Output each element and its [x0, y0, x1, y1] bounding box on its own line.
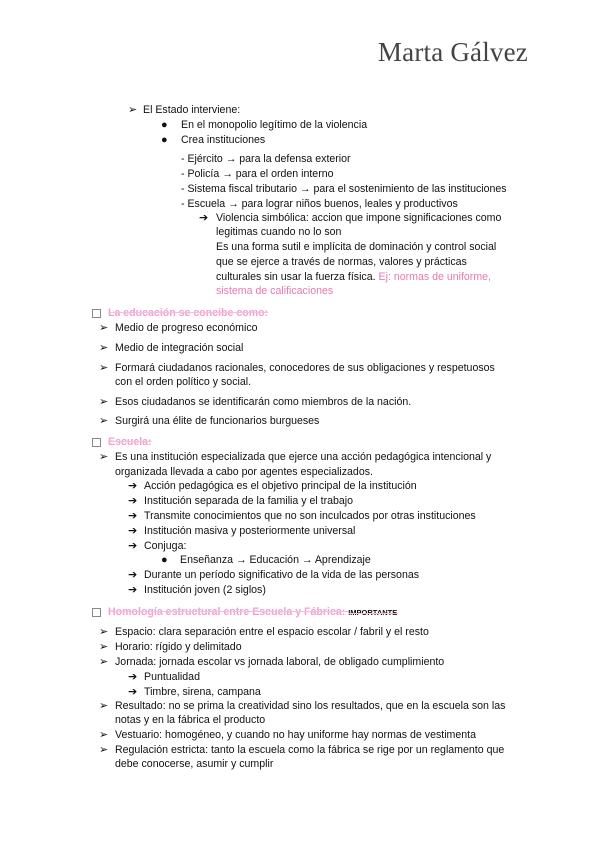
violencia-line-last — [216, 270, 491, 284]
arrowhead-bullet-icon: ➢ — [99, 342, 109, 354]
checkbox-icon[interactable] — [92, 608, 101, 617]
sub-item: Conjuga: — [144, 540, 187, 552]
section-title: La educación se concibe como: — [108, 307, 269, 319]
list-item: Resultado: no se prima la creatividad sino los resultados, que en la escuela son las — [115, 700, 506, 712]
arrowhead-bullet-icon: ➢ — [99, 700, 109, 712]
list-item: Jornada: jornada escolar vs jornada laboral, de obligado cumplimiento — [115, 656, 445, 668]
arrowhead-bullet-icon: ➢ — [99, 451, 109, 463]
arrowhead-bullet-icon: ➢ — [99, 626, 109, 638]
list-item: Es una institución especializada que ejerce una acción pedagógica intencional y — [115, 451, 492, 463]
list-item: Formará ciudadanos racionales, conocedores de sus obligaciones y respetuosos — [115, 362, 495, 374]
arrow-right-icon: ➔ — [128, 525, 138, 537]
important-tag: IMPORTANTE — [348, 608, 398, 617]
sub-item: Institución masiva y posteriormente universal — [144, 525, 356, 537]
list-item: Horario: rígido y delimitado — [115, 641, 242, 653]
sub-item: Puntualidad — [144, 671, 200, 683]
conjuga-item: Enseñanza → Educación → Aprendizaje — [180, 554, 371, 566]
arrow-right-icon: ➔ — [128, 686, 138, 698]
list-item: organizada llevada a cabo por agentes especializados. — [115, 466, 373, 478]
arrow-right-icon: ➔ — [128, 671, 138, 683]
arrow-right-icon: ➔ — [128, 495, 138, 507]
list-item: Medio de progreso económico — [115, 322, 258, 334]
sub-item: Acción pedagógica es el objetivo principal de la institución — [144, 480, 417, 492]
list-item: notas y en la fábrica el producto — [115, 714, 266, 726]
arrow-right-icon: ➔ — [128, 584, 138, 596]
sub-item: Institución separada de la familia y el trabajo — [144, 495, 354, 507]
dash-item: - Sistema fiscal tributario → para el sostenimiento de las instituciones — [181, 183, 507, 195]
arrowhead-bullet-icon: ➢ — [99, 415, 109, 427]
section-title: Escuela: — [108, 436, 152, 448]
violencia-text: culturales sin usar la fuerza física. — [216, 271, 376, 283]
arrowhead-bullet-icon: ➢ — [99, 641, 109, 653]
violencia-line: que se ejerce a través de normas, valores y prácticas — [216, 256, 467, 268]
violencia-line: legitimas cuando no lo son — [216, 226, 342, 238]
arrowhead-bullet-icon: ➢ — [99, 744, 109, 756]
section-title — [108, 605, 397, 620]
violencia-line: Violencia simbólica: accion que impone significaciones como — [216, 212, 502, 224]
arrow-right-icon: ➔ — [128, 480, 138, 492]
violencia-line: Es una forma sutil e implícita de dominación y control social — [216, 241, 497, 253]
dot-bullet-icon: ● — [161, 119, 168, 131]
checkbox-icon[interactable] — [92, 438, 101, 447]
arrowhead-bullet-icon: ➢ — [99, 729, 109, 741]
dash-item: - Policía → para el orden interno — [181, 168, 334, 180]
arrow-right-icon: ➔ — [128, 540, 138, 552]
list-item: Regulación estricta: tanto la escuela como la fábrica se rige por un reglamento que — [115, 744, 505, 756]
arrowhead-bullet-icon: ➢ — [99, 396, 109, 408]
dot-bullet-icon: ● — [161, 554, 168, 566]
list-item: Espacio: clara separación entre el espacio escolar / fabril y el resto — [115, 626, 429, 638]
bullet-item: Crea instituciones — [181, 134, 266, 146]
sub-item: Institución joven (2 siglos) — [144, 584, 266, 596]
list-item: Vestuario: homogéneo, y cuando no hay uniforme hay normas de vestimenta — [115, 729, 476, 741]
example-text: Ej: normas de uniforme, — [378, 271, 491, 283]
list-item: Medio de integración social — [115, 342, 244, 354]
arrowhead-bullet-icon: ➢ — [99, 362, 109, 374]
estado-line: El Estado interviene: — [143, 104, 241, 116]
list-item: con el orden político y social. — [115, 376, 252, 388]
arrowhead-bullet-icon: ➢ — [128, 104, 138, 116]
arrowhead-bullet-icon: ➢ — [99, 656, 109, 668]
dot-bullet-icon: ● — [161, 134, 168, 146]
sub-item: Transmite conocimientos que no son inculcados por otras instituciones — [144, 510, 476, 522]
section-title-text: Homología estructural entre Escuela y Fábrica: — [108, 606, 346, 618]
sub-item: Durante un período significativo de la vida de las personas — [144, 569, 420, 581]
arrow-right-icon: ➔ — [128, 569, 138, 581]
arrowhead-bullet-icon: ➢ — [99, 322, 109, 334]
sub-item: Timbre, sirena, campana — [144, 686, 261, 698]
arrow-right-icon: ➔ — [128, 510, 138, 522]
list-item: Esos ciudadanos se identificarán como miembros de la nación. — [115, 396, 412, 408]
dash-item: - Escuela → para lograr niños buenos, leales y productivos — [181, 198, 458, 210]
checkbox-icon[interactable] — [92, 309, 101, 318]
list-item: Surgirá una élite de funcionarios burgueses — [115, 415, 320, 427]
author-name: Marta Gálvez — [377, 37, 528, 67]
arrow-right-icon: ➔ — [199, 212, 209, 224]
bullet-item: En el monopolio legítimo de la violencia — [181, 119, 368, 131]
list-item: debe conocerse, asumir y cumplir — [115, 758, 274, 770]
dash-item: - Ejército → para la defensa exterior — [181, 153, 351, 165]
example-text: sistema de calificaciones — [216, 285, 334, 297]
